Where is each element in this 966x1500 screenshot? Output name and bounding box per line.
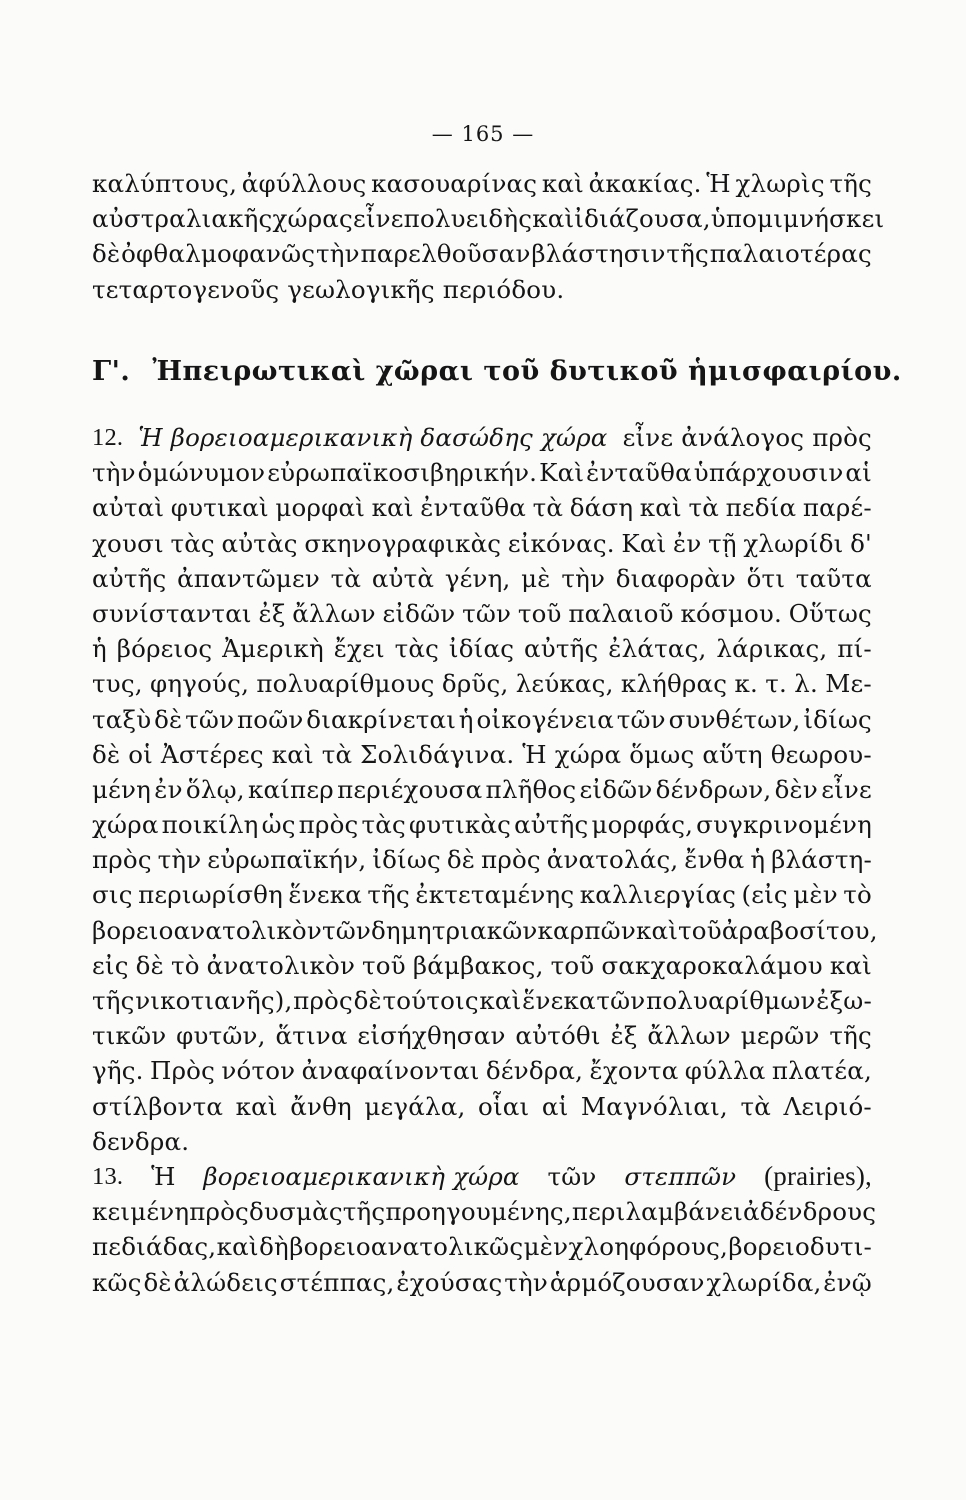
word: ἐν — [154, 774, 183, 804]
word: τὴν — [92, 458, 136, 488]
word: δένδρα, — [485, 1056, 584, 1086]
word: τὴν — [157, 845, 202, 875]
word: καὶ — [829, 950, 872, 980]
word: τικῶν — [92, 1021, 167, 1051]
word: μερῶν — [740, 1021, 820, 1051]
word: ἀλώδεις — [173, 1267, 278, 1297]
word: Σολιδάγινα. — [360, 739, 515, 769]
word: ὁμώνυμον — [137, 458, 266, 488]
word: δ' — [850, 528, 872, 558]
word: κῶς — [92, 1267, 142, 1297]
word: φυτικαὶ — [170, 493, 269, 523]
word: ἐκτεταμένης — [415, 880, 575, 910]
word: πρὸς — [189, 1197, 249, 1227]
word: πρὸς — [298, 810, 359, 840]
word: εἰς — [92, 950, 129, 980]
word: τὰς — [394, 634, 440, 664]
section-12-number: 12. — [92, 424, 124, 451]
word: ταῦτα — [795, 563, 872, 593]
word: νότον — [221, 1056, 296, 1086]
word: βάμβακος, — [412, 950, 544, 980]
text-line — [92, 166, 872, 201]
word: καὶ — [479, 986, 522, 1015]
word: δὴ — [259, 1232, 289, 1262]
word: φηγούς, — [150, 669, 250, 699]
paragraph-1 — [92, 166, 885, 307]
word: συνίστανται — [92, 598, 252, 628]
text-line — [92, 596, 872, 631]
word: οἱ — [128, 739, 153, 769]
section-12-first-line — [92, 420, 872, 455]
word: Ἡ — [522, 739, 547, 769]
text-line — [92, 1265, 872, 1300]
word: λεύκας, — [515, 669, 614, 699]
word: οἷαι — [478, 1091, 530, 1121]
word: πολυαρίθμων — [646, 986, 816, 1015]
word: ὅμως — [629, 739, 695, 769]
word: πλῆθος — [485, 774, 577, 804]
word: εἶνε — [821, 774, 872, 804]
sections-body — [92, 420, 878, 1300]
word: δὲ — [353, 986, 382, 1015]
word: ἀπαντῶμεν — [177, 563, 320, 593]
word: τὰ — [532, 493, 564, 523]
word: αὐταὶ — [92, 493, 165, 523]
word: χλωρίδα, — [706, 1267, 822, 1297]
word: ἀνατολικὸν — [206, 950, 356, 980]
word: ἐχούσας — [396, 1267, 503, 1297]
word: χλωρίδι — [743, 528, 844, 558]
text-line — [92, 913, 878, 948]
word: καὶ — [235, 1091, 278, 1121]
word: αὐτῆς — [92, 563, 167, 593]
word: εἰδῶν — [382, 598, 456, 628]
word: καίπερ — [247, 774, 334, 804]
word: μὲ — [521, 563, 551, 593]
word: δὲν — [774, 774, 819, 804]
word: καὶ — [635, 915, 679, 945]
word: ἐνταῦθα — [586, 458, 692, 488]
word: Καὶ — [621, 528, 667, 558]
word: εἰκόνας. — [507, 528, 615, 558]
word: βλάστη- — [771, 845, 872, 875]
word: φυτῶν, — [176, 1021, 266, 1051]
word: σακχαροκαλάμου — [601, 950, 823, 980]
word: ἐν — [673, 528, 702, 558]
word: ἡ — [92, 634, 107, 664]
text-line — [92, 807, 872, 842]
word: μὲν — [793, 880, 838, 910]
word: καρπῶν — [537, 915, 636, 945]
word: δρῦς, — [441, 669, 509, 699]
word: χλοηφόρους, — [568, 1232, 728, 1262]
text-line — [92, 1194, 877, 1229]
word: καλύπτους, — [92, 169, 238, 198]
word: παλαιοτέρας — [709, 239, 872, 269]
word: πί- — [837, 634, 872, 664]
word: θεωρου- — [770, 739, 872, 769]
word: ἁρμόζουσαν — [549, 1267, 705, 1297]
word: μορφάς, — [591, 810, 694, 840]
word: προηγουμένης, — [385, 1197, 572, 1227]
word: δὲ — [135, 950, 164, 980]
word: τούτοις — [382, 986, 479, 1015]
word: ἀραβοσίτου, — [721, 915, 878, 945]
word: στίλβοντα — [92, 1091, 224, 1121]
section-12-body — [92, 455, 878, 1159]
word: ἐνῷ — [823, 1267, 872, 1297]
word: αὕτη — [702, 739, 763, 769]
word: διακρίνεται — [306, 704, 457, 734]
word: αὐτὰς — [221, 528, 298, 558]
word: τῇ — [708, 528, 737, 558]
word: τῆς — [342, 1197, 386, 1227]
word: τῆς — [367, 880, 410, 910]
word: καὶ — [532, 204, 575, 234]
word: ὡς — [261, 810, 296, 840]
word: τοῦ — [517, 598, 562, 628]
word: μένη — [92, 774, 151, 804]
word: τῆς — [666, 239, 709, 269]
word: παρελθοῦσαν — [360, 239, 531, 269]
section-13-lead-plain: Ἡ — [151, 1161, 176, 1191]
word: τυς, — [92, 669, 143, 699]
word: εἶνε — [352, 204, 404, 234]
word: περιέχουσα — [337, 774, 483, 804]
section-12-lead: Ἡ βορειοαμερικανικὴ δασώδης χώρα — [138, 423, 608, 452]
word: συγκρινομένη — [696, 810, 872, 840]
word: ἔχει — [333, 634, 385, 664]
word: ἐξ — [610, 1021, 638, 1051]
word: πεδία — [725, 493, 797, 523]
word: ἕνεκα — [522, 986, 596, 1015]
word: εἰδῶν — [579, 774, 653, 804]
word: καὶ — [639, 493, 682, 523]
word: πρὸς — [293, 986, 353, 1015]
word: πρὸς — [92, 845, 152, 875]
word: ποῶν — [236, 704, 304, 734]
word: κλήθρας — [620, 669, 728, 699]
text-line — [92, 983, 872, 1018]
word: παλαιοῦ — [568, 598, 674, 628]
word: εἰσήχθησαν — [357, 1021, 506, 1051]
word: βόρειος — [116, 634, 213, 664]
word: αἱ — [845, 458, 872, 488]
word: ἄνθη — [290, 1091, 352, 1121]
word: πολυαρίθμους — [256, 669, 435, 699]
text-line — [92, 201, 885, 236]
word: τοῦ — [362, 950, 406, 980]
word: δένδρων, — [655, 774, 772, 804]
word: ἄλλων — [647, 1021, 731, 1051]
section-heading — [92, 356, 902, 387]
word: χώρα — [554, 739, 622, 769]
text-line: δενδρα. — [92, 1126, 190, 1156]
text-line — [92, 236, 872, 271]
word: αὐτῆς — [524, 634, 599, 664]
word: χουσι — [92, 528, 164, 558]
word: μορφαὶ — [275, 493, 366, 523]
word: Οὕτως — [788, 598, 872, 628]
word: ἐνταῦθα — [420, 493, 527, 523]
word: δὲ — [446, 845, 476, 875]
word: στέππας, — [279, 1267, 395, 1297]
text-line — [92, 1018, 872, 1053]
word: ἰδιάζουσα, — [574, 204, 711, 234]
word: ἰδίως — [803, 704, 872, 734]
word: δάση — [569, 493, 634, 523]
word: Ἡ — [706, 169, 731, 198]
word: Ἀμερικὴ — [222, 634, 324, 664]
text-line — [92, 842, 872, 877]
word: Λειριό- — [783, 1091, 872, 1121]
word: σις — [92, 880, 133, 910]
word: χώρα — [92, 810, 159, 840]
page-number: — 165 — — [431, 122, 535, 146]
word: τῶν — [321, 915, 371, 945]
word: λάρικας, — [716, 634, 828, 664]
heading-title: Ἠπειρωτικαὶ χῶραι τοῦ δυτικοῦ ἡμισφαιρίου. — [152, 356, 902, 387]
word: οἰκογένεια — [476, 704, 614, 734]
section-13-first-line — [92, 1159, 872, 1194]
word: γένη, — [444, 563, 511, 593]
word: ἀνατολάς, — [546, 845, 679, 875]
word: περιωρίσθη — [138, 880, 284, 910]
word: ἰδίας — [448, 634, 515, 664]
word: δὲ — [154, 704, 183, 734]
word: φυτικὰς — [408, 810, 512, 840]
word: τοῦ — [678, 915, 722, 945]
text-line — [92, 455, 872, 490]
word: καὶ — [216, 1232, 259, 1262]
word: συνθέτων, — [668, 704, 801, 734]
word: δυσμὰς — [248, 1197, 343, 1227]
word: εὐρωπαϊκοσιβηρικήν. — [267, 458, 538, 488]
word: τῶν — [462, 598, 512, 628]
word: τὰς — [170, 528, 215, 558]
word: τῶν — [596, 986, 646, 1015]
word: πλατέα, — [771, 1056, 872, 1086]
word: ὅτι — [746, 563, 786, 593]
word: αὐτὰ — [371, 563, 435, 593]
word: μὲν — [523, 1232, 569, 1262]
word: φύλλα — [684, 1056, 766, 1086]
word: ἐλάτας, — [608, 634, 707, 664]
word: αὐτῆς — [514, 810, 589, 840]
word: κ. — [734, 669, 758, 699]
text-line — [92, 490, 872, 525]
text-line — [92, 631, 872, 666]
text-line — [92, 772, 872, 807]
word: διαφορὰν — [615, 563, 736, 593]
text-line — [92, 1229, 872, 1264]
word: ἅτινα — [275, 1021, 348, 1051]
word: ἀδένδρους — [742, 1197, 877, 1227]
word: πεδιάδας, — [92, 1232, 217, 1262]
text-line — [92, 948, 872, 983]
word: κασουαρίνας — [371, 169, 538, 198]
word: μεγάλα, — [364, 1091, 466, 1121]
word: πολυειδὴς — [403, 204, 533, 234]
text-line — [92, 737, 872, 772]
word: τὰ — [321, 739, 353, 769]
section-12-first-line-rest: εἶνε ἀνάλογος πρὸς — [622, 423, 872, 452]
word: εὐρωπαϊκήν, — [207, 845, 367, 875]
word: καλλιεργίας — [579, 880, 737, 910]
word: τ. — [765, 669, 787, 699]
word: ἄλλων — [292, 598, 376, 628]
word: λ. — [794, 669, 818, 699]
word: ἀφύλλους — [241, 169, 367, 198]
section-13-latin-term: (prairies), — [764, 1160, 872, 1191]
section-13-mid-plain: τῶν — [547, 1161, 597, 1191]
word: ὑπομιμνήσκει — [710, 204, 885, 234]
text-line — [92, 561, 872, 596]
word: περιλαμβάνει — [571, 1197, 743, 1227]
word: ἰδίως — [372, 845, 441, 875]
word: ὅλῳ, — [185, 774, 245, 804]
word: ταξὺ — [92, 704, 152, 734]
word: αὐστραλιακῆς — [92, 204, 273, 234]
word: Καὶ — [539, 458, 585, 488]
section-13-number: 13. — [92, 1162, 124, 1190]
section-13-body — [92, 1194, 877, 1300]
word: ἕνεκα — [288, 880, 363, 910]
word: ἡ — [750, 845, 766, 875]
word: τὰ — [740, 1091, 771, 1121]
word: τῆς — [829, 1021, 872, 1051]
word: ἔχοντα — [589, 1056, 679, 1086]
word: τὴν — [561, 563, 606, 593]
word: τὸ — [170, 950, 200, 980]
text-line — [92, 877, 872, 912]
word: τὸ — [843, 880, 872, 910]
text-line — [92, 526, 872, 561]
text-line: τεταρτογενοῦς γεωλογικῆς περιόδου. — [92, 274, 565, 304]
word: βορειοανατολικῶς — [289, 1232, 524, 1262]
word: αὐτόθι — [515, 1021, 601, 1051]
word: τὰς — [361, 810, 406, 840]
word: τὰ — [330, 563, 362, 593]
word: Με- — [825, 669, 872, 699]
heading-number: Γ'. — [92, 356, 131, 387]
word: τοῦ — [550, 950, 595, 980]
word: τῶν — [616, 704, 666, 734]
word: τὴν — [316, 239, 360, 269]
word: βορειοδυτι- — [728, 1232, 872, 1262]
word: ὀφθαλμοφανῶς — [121, 239, 316, 269]
word: τῆς — [829, 169, 872, 198]
text-line — [92, 702, 872, 737]
word: δὲ — [143, 1267, 172, 1297]
word: ὑπάρχουσιν — [693, 458, 844, 488]
word: κόσμου. — [680, 598, 782, 628]
word: τῆς — [92, 986, 135, 1015]
word: τῶν — [185, 704, 235, 734]
word: παρέ- — [802, 493, 872, 523]
text-line — [92, 1089, 872, 1124]
word: βορειοανατολικὸν — [92, 915, 322, 945]
word: πρὸς — [481, 845, 541, 875]
word: Ἀστέρες — [160, 739, 264, 769]
word: ἀκακίας. — [588, 169, 702, 198]
word: καὶ — [541, 169, 584, 198]
word: ἡ — [458, 704, 474, 734]
section-13-mid-italic: στεππῶν — [624, 1161, 737, 1191]
word: δὲ — [92, 239, 121, 269]
word: καὶ — [271, 739, 314, 769]
word: δημητριακῶν — [370, 915, 538, 945]
word: καὶ — [371, 493, 414, 523]
word: Πρὸς — [150, 1056, 216, 1086]
section-13-lead-italic: βορειοαμερικανικὴ χώρα — [203, 1161, 520, 1191]
word: (εἰς — [741, 880, 788, 910]
text-line — [92, 666, 872, 701]
word: ἐξω- — [816, 986, 872, 1015]
word: αἱ — [541, 1091, 569, 1121]
word: δὲ — [92, 739, 121, 769]
word: νικοτιανῆς), — [135, 986, 293, 1015]
word: ποικίλη — [161, 810, 259, 840]
word: ἐξ — [258, 598, 286, 628]
word: χλωρὶς — [735, 169, 825, 198]
word: ἔνθα — [684, 845, 745, 875]
word: ἀναφαίνονται — [301, 1056, 480, 1086]
word: Μαγνόλιαι, — [580, 1091, 728, 1121]
word: γῆς. — [92, 1056, 144, 1086]
word: τὰ — [688, 493, 719, 523]
text-line — [92, 1053, 872, 1088]
word: βλάστησιν — [531, 239, 666, 269]
word: σκηνογραφικὰς — [304, 528, 502, 558]
word: χώρας — [272, 204, 353, 234]
word: κειμένη — [92, 1197, 190, 1227]
word: τὴν — [504, 1267, 548, 1297]
